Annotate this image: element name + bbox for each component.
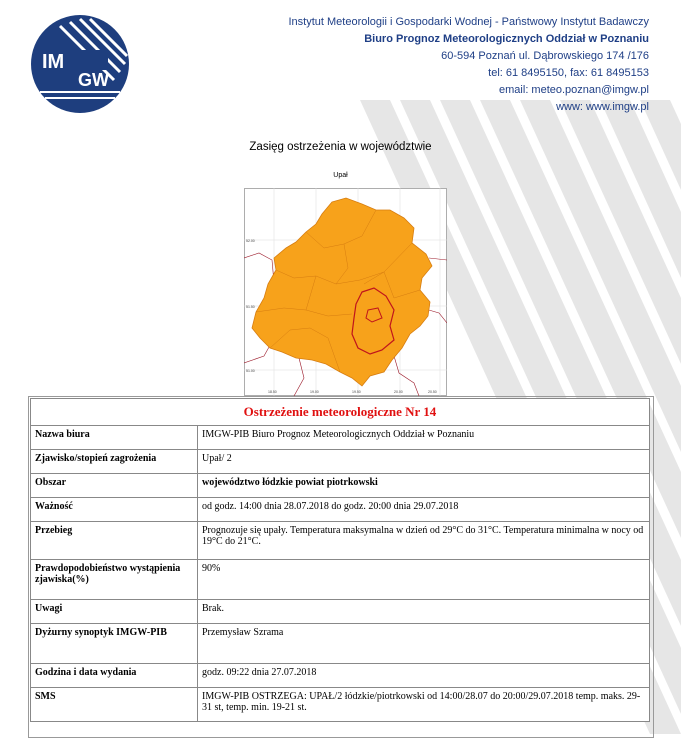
row-value: 90% <box>198 560 650 600</box>
row-label: SMS <box>31 688 198 722</box>
table-row <box>31 560 650 600</box>
lon-tick: 19.00 <box>310 390 319 394</box>
section-title: Zasięg ostrzeżenia w województwie <box>249 141 432 153</box>
logo-text-bottom: GW <box>78 70 109 90</box>
map-label: Upał <box>333 172 348 179</box>
row-label: Obszar <box>31 474 198 498</box>
row-label: Nazwa biura <box>31 426 198 450</box>
lon-tick: 18.50 <box>268 390 277 394</box>
warning-table <box>30 398 650 722</box>
row-value: Prognozuje się upały. Temperatura maksymalna w dzień od 29°C do 31°C. Temperatura minimalna w nocy od 19°C do 21°C. <box>198 522 650 560</box>
row-value: Przemysław Szrama <box>198 624 650 664</box>
warning-map <box>244 188 447 396</box>
row-value: IMGW-PIB OSTRZEGA: UPAŁ/2 łódzkie/piotrkowski od 14:00/28.07 do 20:00/29.07.2018 temp. maks. 29-31 st, temp. min. 19-21 st. <box>198 688 650 722</box>
row-label: Uwagi <box>31 600 198 624</box>
row-label: Przebieg <box>31 522 198 560</box>
institution-name: Instytut Meteorologii i Gospodarki Wodnej - Państwowy Instytut Badawczy <box>288 16 649 28</box>
table-row <box>31 474 650 498</box>
row-value: Upał/ 2 <box>198 450 650 474</box>
row-label: Ważność <box>31 498 198 522</box>
row-value: godz. 09:22 dnia 27.07.2018 <box>198 664 650 688</box>
warning-title-row <box>31 399 650 426</box>
email: email: meteo.poznan@imgw.pl <box>499 84 649 96</box>
row-label: Prawdopodobieństwo wystąpienia zjawiska(%) <box>31 560 198 600</box>
table-row <box>31 624 650 664</box>
row-label: Zjawisko/stopień zagrożenia <box>31 450 198 474</box>
row-value: od godz. 14:00 dnia 28.07.2018 do godz. 20:00 dnia 29.07.2018 <box>198 498 650 522</box>
table-row <box>31 688 650 722</box>
logo-text-top: IM <box>42 51 65 73</box>
table-row <box>31 664 650 688</box>
table-row <box>31 498 650 522</box>
table-row <box>31 426 650 450</box>
row-value: IMGW-PIB Biuro Prognoz Meteorologicznych Oddział w Poznaniu <box>198 426 650 450</box>
table-row <box>31 522 650 560</box>
office-name: Biuro Prognoz Meteorologicznych Oddział w Poznaniu <box>364 33 649 45</box>
row-label: Dyżurny synoptyk IMGW-PIB <box>31 624 198 664</box>
lat-tick: 51.50 <box>246 305 255 309</box>
table-row <box>31 600 650 624</box>
row-value: województwo łódzkie powiat piotrkowski <box>198 474 650 498</box>
lat-tick: 51.00 <box>246 369 255 373</box>
row-value: Brak. <box>198 600 650 624</box>
phone-fax: tel: 61 8495150, fax: 61 8495153 <box>488 67 649 79</box>
website: www: www.imgw.pl <box>556 101 649 113</box>
address: 60-594 Poznań ul. Dąbrowskiego 174 /176 <box>441 50 649 62</box>
institution-header <box>288 14 649 116</box>
imgw-logo <box>30 14 130 114</box>
lat-tick: 52.00 <box>246 239 255 243</box>
lon-tick: 20.50 <box>428 390 437 394</box>
table-row <box>31 450 650 474</box>
lon-tick: 20.00 <box>394 390 403 394</box>
row-label: Godzina i data wydania <box>31 664 198 688</box>
warning-title: Ostrzeżenie meteorologiczne Nr 14 <box>31 399 650 426</box>
lon-tick: 19.50 <box>352 390 361 394</box>
